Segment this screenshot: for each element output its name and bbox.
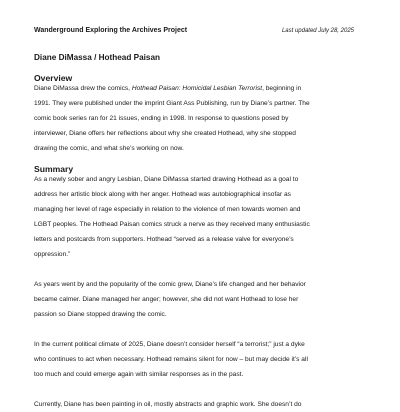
summary-line: oppression.” [34,251,71,258]
summary-line: As years went by and the popularity of the comic grew, Diane’s life changed and her behavior [34,281,306,288]
page-header [34,26,354,38]
summary-line: As a newly sober and angry Lesbian, Diane DiMassa started drawing Hothead as a goal to [34,176,299,183]
summary-line: too much and could emerge again with similar responses as in the past. [34,371,244,378]
paragraph-spacer [34,322,374,337]
overview-text-segment: Diane DiMassa drew the comics, [34,85,132,92]
paragraph-spacer [34,382,374,397]
summary-body [34,172,374,412]
last-updated-date: Last updated July 28, 2025 [281,28,354,34]
summary-heading: Summary [34,164,74,174]
overview-line: comic book series ran for 21 issues, ending in 1998. In response to questions posed by [34,115,289,122]
overview-heading: Overview [34,73,73,83]
project-title: Wanderground Exploring the Archives Project [34,27,188,34]
summary-line: became calmer. Diane managed her anger; however, she did not want Hothead to lose her [34,296,299,303]
overview-line [34,81,374,96]
summary-line: managing her level of rage especially in relation to the violence of men towards women and [34,206,301,213]
summary-line: address her artistic block along with her anger. Hothead was autobiographical insofar as [34,191,291,198]
overview-line: interviewer, Diane offers her reflections about why she created Hothead, why she stopped [34,130,296,137]
overview-line: 1991. They were published under the imprint Giant Ass Publishing, run by Diane’s partner. The [34,100,310,107]
document-title: Diane DiMassa / Hothead Paisan [34,53,161,62]
comic-title-italic: Hothead Paisan: Homicidal Lesbian Terrorist [131,85,263,92]
summary-line: In the current political climate of 2025, Diane doesn’t consider herself “a terrorist;” just a dyke [34,341,305,348]
overview-paragraph [34,81,374,156]
summary-line: who continues to act when necessary. Hothead remains silent for now – but may decide it’s all [34,356,308,363]
summary-line: letters and postcards from supporters. Hothead “served as a release valve for everyone’s [34,236,294,243]
summary-line: LGBT peoples. The Hothead Paisan comics struck a nerve as they received many enthusiastic [34,221,310,228]
overview-text-segment: , beginning in [262,85,302,92]
overview-line: drawing the comic, and what she’s working on now. [34,145,184,152]
summary-line: Currently, Diane has been painting in oil, mostly abstracts and graphic work. She doesn’t do [34,401,302,408]
paragraph-spacer [34,262,374,277]
summary-line: passion so Diane stopped drawing the comic. [34,311,167,318]
